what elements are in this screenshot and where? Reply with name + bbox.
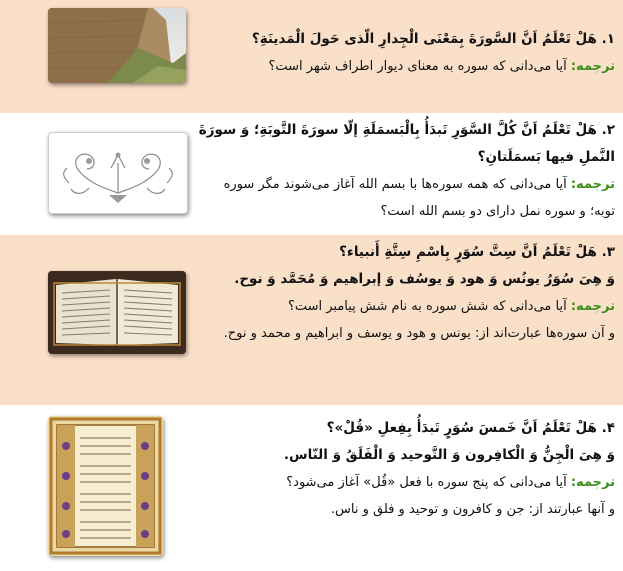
fact-translation-1	[175, 53, 615, 80]
fact-text-3	[195, 239, 615, 347]
fact-section-2	[0, 113, 623, 235]
fact-text-1	[175, 26, 615, 80]
fact-question-2: ۲. هَلْ تَعْلَمُ اَنَّ کُلَّ السَّوَرِ تَبدَأُ بِالْبَسمَلَةِ إلّا سورَةَ التَّوبَةِ؛ وَ سورَةَ النَّملِ فیها بَسمَلَتانِ؟	[198, 122, 615, 165]
fact-extra-3: و آن سوره‌ها عبارت‌اند از: یونس و هود و یوسف و ابراهیم و محمد و نوح.	[223, 326, 615, 341]
translation-label: ترجمه:	[570, 299, 615, 314]
fact-question-4: ۴. هَلْ تَعْلَمُ اَنَّ خَمسَ سُوَرٍ تَبدَأُ بِفِعلِ «قُلْ»؟	[326, 420, 615, 436]
fact-extra-4: و آنها عبارتند از: جن و کافرون و توحید و فلق و ناس.	[330, 502, 615, 517]
translation-label: ترجمه:	[570, 177, 615, 192]
translation-text: آیا می‌دانی که سوره به معنای دیوار اطراف شهر است؟	[268, 59, 567, 74]
fact-text-4	[175, 415, 615, 523]
city-wall-photo	[48, 8, 186, 83]
fact-section-1	[0, 0, 623, 113]
open-quran-photo	[48, 271, 186, 354]
fact-text-2	[195, 117, 615, 225]
translation-label: ترجمه:	[570, 475, 615, 490]
fact-translation-2	[195, 171, 615, 225]
fact-question-3: ۳. هَلْ تَعْلَمُ اَنَّ سِتَّ سُوَرٍ بِاسْمِ سِتَّةِ أَنبیاء؟	[339, 244, 615, 260]
fact-translation-3	[195, 293, 615, 320]
fact-section-4	[0, 405, 623, 571]
fact-question-4-line2: وَ هِیَ الْجِنُّ وَ الْکافِرون وَ التَّوحید وَ الْفَلَقُ وَ النّاس.	[283, 447, 615, 463]
translation-text: آیا می‌دانی که پنج سوره با فعل «قُل» آغاز می‌شود؟	[286, 475, 567, 490]
fact-question-3-line2: وَ هِیَ سُوَرُ یونُس وَ هود وَ یوسُف وَ إبراهیم وَ مُحَمَّد وَ نوح.	[234, 271, 615, 287]
fact-section-3	[0, 235, 623, 405]
translation-text: آیا می‌دانی که شش سوره به نام شش پیامبر است؟	[287, 299, 567, 314]
ornament-motif	[48, 132, 188, 214]
translation-label: ترجمه:	[570, 59, 615, 74]
fact-translation-4	[175, 469, 615, 496]
translation-text: آیا می‌دانی که همه سوره‌ها با بسم الله آغاز می‌شوند مگر سوره توبه؛ و سوره نمل دارای دو بسم الله است؟	[223, 177, 615, 219]
fact-question-1: ۱. هَلْ تَعْلَمُ اَنَّ السَّورَةَ بِمَعْنَی الْجِدارِ الّذی حَولَ الْمَدینَةِ؟	[251, 31, 615, 47]
illuminated-manuscript	[48, 416, 163, 556]
